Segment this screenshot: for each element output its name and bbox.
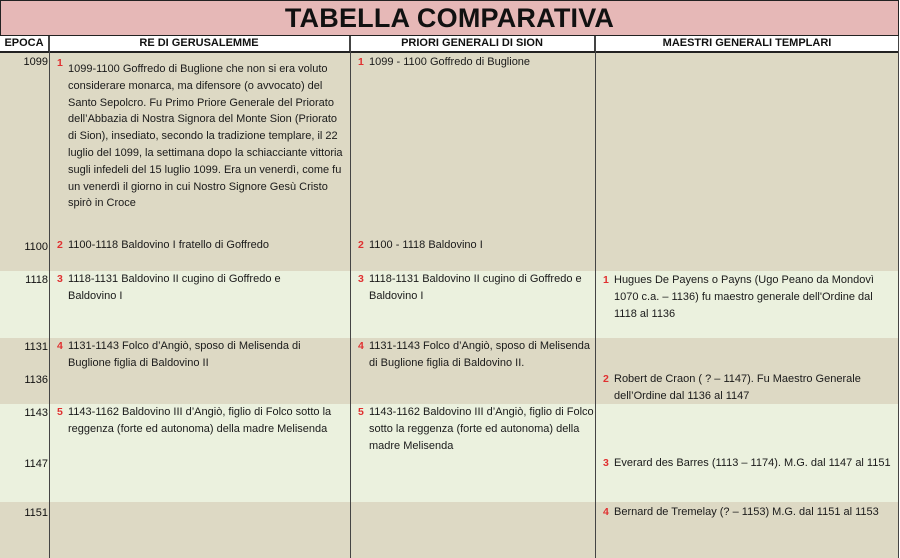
year-cell: 1151 (24, 507, 48, 519)
entry-text: 1100 - 1118 Baldovino I (369, 239, 483, 251)
entry-number: 2 (358, 239, 364, 251)
entry-number: 3 (57, 273, 63, 285)
priori-entry (358, 237, 594, 254)
column-divider (595, 36, 596, 558)
entry-text: 1143-1162 Baldovino III d’Angiò, figlio di Folco sotto la reggenza (forte ed autonoma) della madre Melisenda (68, 406, 332, 435)
entry-text: Robert de Craon ( ? – 1147). Fu Maestro Generale dell’Ordine dal 1136 al 1147 (614, 373, 861, 402)
year-cell: 1099 (23, 56, 48, 68)
year-cell: 1118 (25, 274, 48, 286)
entry-number: 1 (603, 274, 609, 286)
re-entry (57, 237, 347, 254)
column-divider (350, 36, 351, 558)
header-re: RE DI GERUSALEMME (49, 36, 350, 51)
entry-text: Hugues De Payens o Payns (Ugo Peano da Mondovì 1070 c.a. – 1136) fu maestro generale dell'Ordine dal 1118 al 1136 (614, 274, 874, 320)
year-cell: 1143 (24, 407, 48, 419)
maestri-entry (603, 455, 895, 472)
entry-text: 1118-1131 Baldovino II cugino di Goffredo e Baldovino I (68, 273, 281, 302)
entry-text: 1118-1131 Baldovino II cugino di Goffredo e Baldovino I (369, 273, 582, 302)
re-entry (57, 404, 339, 438)
year-cell: 1100 (24, 241, 48, 253)
entry-number: 3 (603, 457, 609, 469)
page-title: TABELLA COMPARATIVA (0, 0, 899, 36)
entry-text: Everard des Barres (1113 – 1174). M.G. dal 1147 al 1151 (614, 457, 891, 469)
entry-text: 1131-1143 Folco d’Angiò, sposo di Melisenda di Buglione figlia di Baldovino II. (369, 340, 590, 369)
entry-text: Bernard de Tremelay (? – 1153) M.G. dal 1151 al 1153 (614, 506, 879, 518)
entry-text: 1099-1100 Goffredo di Buglione che non si era voluto considerare monarca, ma difensore (o avvocato) del Santo Sepolcro. Fu Primo Priore Generale del Priorato dell’Abbazia di Nostra Signora del Monte Sion (Priorato di Sion), insediato, secondo la tradizione templare, il 22 luglio del 1099, la settimana dopo la schiacciante vittoria sugli infedeli del 15 luglio 1099. Era un venerdì, come fu un venerdì il giorno in cui Nostro Signore Gesù Cristo spirò in Croce (68, 63, 343, 210)
entry-number: 4 (358, 340, 364, 352)
header-maestri: MAESTRI GENERALI TEMPLARI (662, 37, 832, 49)
entry-text: 1143-1162 Baldovino III d’Angiò, figlio di Folco sotto la reggenza (forte ed autonoma) della madre Melisenda (369, 406, 594, 452)
priori-entry (358, 404, 594, 454)
entry-number: 5 (358, 406, 364, 418)
entry-number: 3 (358, 273, 364, 285)
year-cell: 1136 (24, 374, 48, 386)
year-cell: 1147 (24, 458, 48, 470)
priori-entry (358, 54, 594, 71)
entry-number: 2 (57, 239, 63, 251)
entry-number: 2 (603, 373, 609, 385)
year-cell: 1131 (24, 341, 48, 353)
column-divider (898, 36, 899, 558)
priori-entry (358, 271, 594, 305)
priori-entry (358, 338, 594, 372)
entry-number: 5 (57, 406, 63, 418)
table-header-row (0, 36, 899, 53)
column-divider (49, 36, 50, 558)
entry-number: 4 (603, 506, 609, 518)
entry-text: 1100-1118 Baldovino I fratello di Goffredo (68, 239, 269, 251)
entry-text: 1131-1143 Folco d’Angiò, sposo di Melisenda di Buglione figlia di Baldovino II (68, 340, 301, 369)
re-entry (57, 338, 339, 372)
re-entry (57, 55, 347, 212)
entry-number: 1 (57, 57, 63, 69)
entry-text: 1099 - 1100 Goffredo di Buglione (369, 56, 531, 68)
header-epoca: EPOCA (0, 36, 49, 51)
entry-number: 1 (358, 56, 364, 68)
maestri-entry (603, 272, 895, 322)
re-entry (57, 271, 312, 305)
entry-number: 4 (57, 340, 63, 352)
header-priori: PRIORI GENERALI DI SION (350, 36, 595, 51)
maestri-entry (603, 371, 895, 405)
maestri-entry (603, 504, 895, 521)
